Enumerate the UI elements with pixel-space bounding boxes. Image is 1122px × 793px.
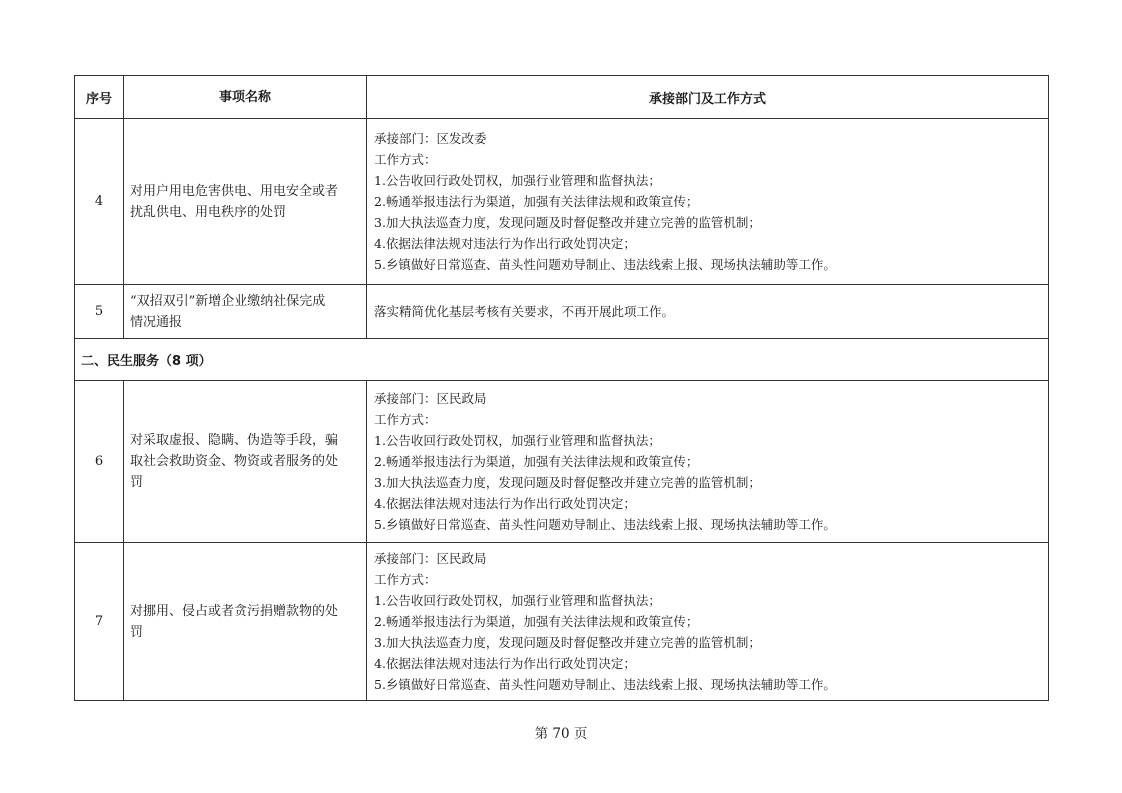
table-row [75,381,1049,543]
dept-line: 2.畅通举报违法行为渠道，加强有关法律法规和政策宣传； [374,454,699,469]
matters-table [74,75,1049,701]
department-method-cell [367,119,1049,285]
table-row [75,543,1049,701]
table-header-row [75,76,1049,119]
dept-line: 承接部门：区发改委 [374,131,487,146]
row-number: 7 [75,543,124,701]
item-name-cell [124,381,367,543]
dept-line: 承接部门：区民政局 [374,391,487,406]
dept-line: 3.加大执法巡查力度，发现问题及时督促整改并建立完善的监管机制； [374,475,761,490]
dept-line: 4.依据法律法规对违法行为作出行政处罚决定； [374,236,636,251]
dept-line: 1.公告收回行政处罚权，加强行业管理和监督执法； [374,173,661,188]
item-name-line: 扰乱供电、用电秩序的处罚 [130,204,287,220]
dept-line: 工作方式： [374,572,437,587]
dept-line: 3.加大执法巡查力度，发现问题及时督促整改并建立完善的监管机制； [374,215,761,230]
header-department-method: 承接部门及工作方式 [367,76,1049,119]
row-number: 4 [75,119,124,285]
item-name-line: “双招双引”新增企业缴纳社保完成 [130,293,326,309]
department-method-cell [367,543,1049,701]
item-name-line: 取社会救助资金、物资或者服务的处 [130,454,339,469]
dept-line: 5.乡镇做好日常巡查、苗头性问题劝导制止、违法线索上报、现场执法辅助等工作。 [374,517,836,532]
dept-line: 落实精简优化基层考核有关要求，不再开展此项工作。 [374,304,675,319]
section-title: 二、民生服务（8 项） [75,339,1049,381]
header-number: 序号 [75,76,124,119]
dept-line: 承接部门：区民政局 [374,551,487,566]
item-name-cell [124,285,367,339]
item-name-line: 对用户用电危害供电、用电安全或者 [130,183,339,199]
department-method-cell [367,381,1049,543]
header-item-name: 事项名称 [124,76,367,119]
item-name-cell [124,119,367,285]
dept-line: 1.公告收回行政处罚权，加强行业管理和监督执法； [374,433,661,448]
item-name-line: 罚 [130,624,144,640]
page-number: 第 70 页 [534,726,588,742]
dept-line: 4.依据法律法规对违法行为作出行政处罚决定； [374,656,636,671]
department-method-cell [367,285,1049,339]
item-name-line: 对挪用、侵占或者贪污捐赠款物的处 [130,603,339,619]
item-name-cell [124,543,367,701]
item-name-line: 对采取虚报、隐瞒、伪造等手段，骗 [130,433,339,448]
table-row [75,119,1049,285]
dept-line: 2.畅通举报违法行为渠道，加强有关法律法规和政策宣传； [374,614,699,629]
dept-line: 5.乡镇做好日常巡查、苗头性问题劝导制止、违法线索上报、现场执法辅助等工作。 [374,257,836,272]
dept-line: 工作方式： [374,152,437,167]
dept-line: 1.公告收回行政处罚权，加强行业管理和监督执法； [374,593,661,608]
row-number: 6 [75,381,124,543]
section-row [75,339,1049,381]
dept-line: 5.乡镇做好日常巡查、苗头性问题劝导制止、违法线索上报、现场执法辅助等工作。 [374,677,836,692]
row-number: 5 [75,285,124,339]
item-name-line: 情况通报 [130,314,183,330]
dept-line: 4.依据法律法规对违法行为作出行政处罚决定； [374,496,636,511]
table-row [75,285,1049,339]
dept-line: 2.畅通举报违法行为渠道，加强有关法律法规和政策宣传； [374,194,699,209]
dept-line: 3.加大执法巡查力度，发现问题及时督促整改并建立完善的监管机制； [374,635,761,650]
dept-line: 工作方式： [374,412,437,427]
item-name-line: 罚 [130,475,144,490]
